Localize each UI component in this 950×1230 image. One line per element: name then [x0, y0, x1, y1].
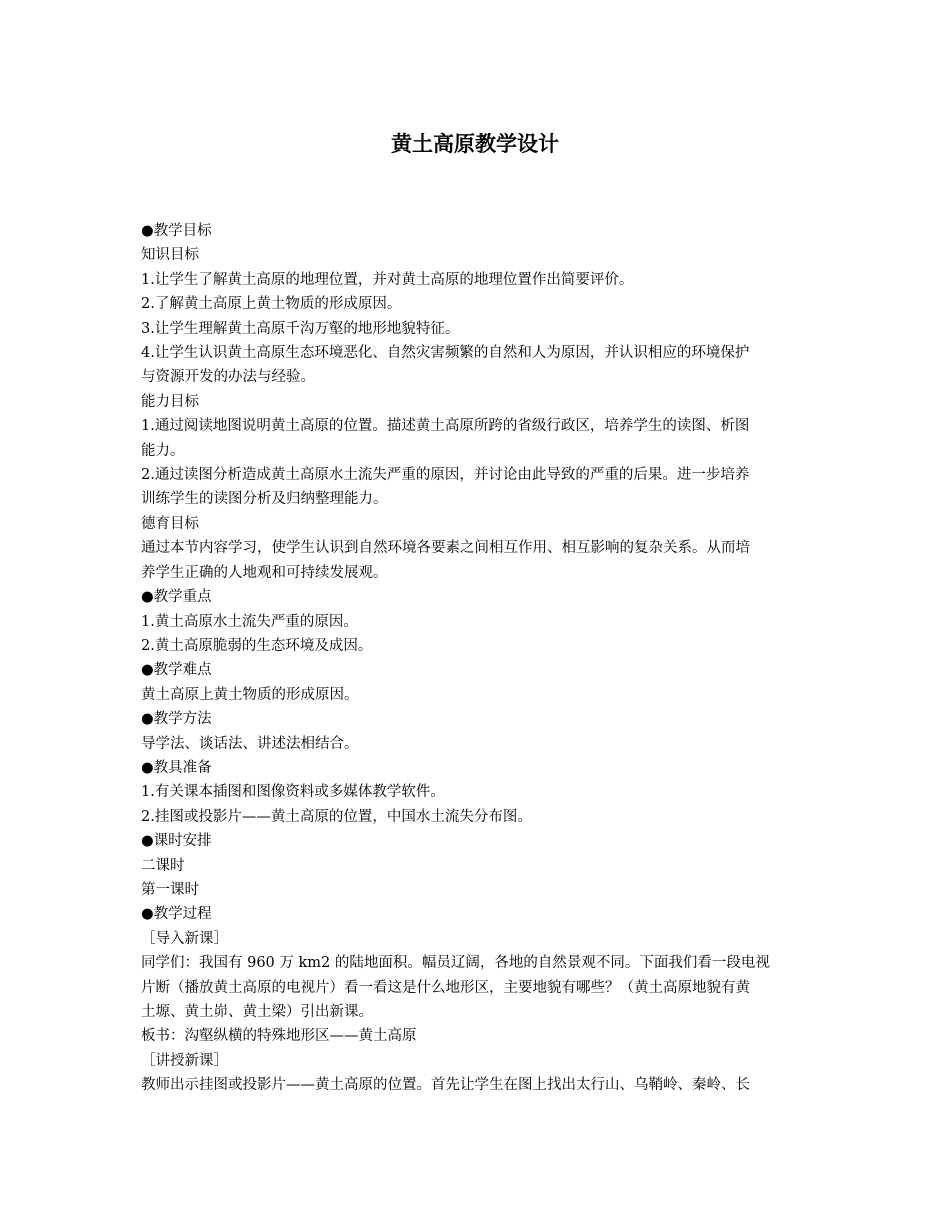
heading-class-schedule: ●课时安排: [141, 833, 212, 850]
text-line: 2.通过读图分析造成黄土高原水土流失严重的原因，并讨论由此导致的严重的后果。进一步培养: [141, 467, 750, 484]
text-line: 片断（播放黄土高原的电视片）看一看这是什么地形区，主要地貌有哪些？（黄土高原地貌有黄: [141, 979, 750, 996]
subheading-moral-objectives: 德育目标: [141, 515, 199, 532]
text-line: 4.让学生认识黄土高原生态环境恶化、自然灾害频繁的自然和人为原因，并认识相应的环境保护: [141, 345, 750, 362]
heading-teaching-objectives: ●教学目标: [141, 223, 212, 239]
section-label-new-lesson: ［讲授新课］: [141, 1052, 228, 1069]
text-line: 土塬、黄土峁、黄土梁）引出新课。: [141, 1004, 373, 1020]
text-line: 板书：沟壑纵横的特殊地形区——黄土高原: [141, 1028, 417, 1045]
section-label-intro: ［导入新课］: [141, 930, 228, 947]
text-line: 2.了解黄土高原上黄土物质的形成原因。: [141, 296, 402, 313]
text-line: 3.让学生理解黄土高原千沟万壑的地形地貌特征。: [141, 320, 460, 337]
document-title: 黄土高原教学设计: [391, 131, 559, 156]
text-line: 1.通过阅读地图说明黄土高原的位置。描述黄土高原所跨的省级行政区，培养学生的读图、析图: [141, 418, 750, 435]
heading-teaching-aids: ●教具准备: [141, 759, 212, 776]
text-line: 2.挂图或投影片——黄土高原的位置，中国水土流失分布图。: [141, 808, 532, 825]
text-line: 能力。: [141, 442, 185, 459]
text-line: 黄土高原上黄土物质的形成原因。: [141, 686, 359, 703]
heading-difficulties: ●教学难点: [141, 662, 212, 679]
text-line: 第一课时: [141, 881, 199, 898]
document-body: [141, 219, 813, 1098]
text-line: 1.让学生了解黄土高原的地理位置，并对黄土高原的地理位置作出简要评价。: [141, 271, 634, 288]
text-line: 同学们：我国有 960 万 km2 的陆地面积。幅员辽阔，各地的自然景观不同。下面我们看一段电视: [141, 955, 770, 972]
text-line: 养学生正确的人地观和可持续发展观。: [141, 564, 388, 581]
heading-teaching-methods: ●教学方法: [141, 711, 212, 728]
text-line: 导学法、谈话法、讲述法相结合。: [141, 735, 359, 752]
subheading-ability-objectives: 能力目标: [141, 393, 199, 410]
text-line: 教师出示挂图或投影片——黄土高原的位置。首先让学生在图上找出太行山、乌鞘岭、秦岭、长: [141, 1077, 750, 1094]
text-line: 二课时: [141, 857, 185, 874]
text-line: 2.黄土高原脆弱的生态环境及成因。: [141, 637, 373, 654]
subheading-knowledge-objectives: 知识目标: [141, 247, 199, 264]
text-line: 与资源开发的办法与经验。: [141, 369, 315, 386]
heading-key-points: ●教学重点: [141, 589, 212, 606]
text-line: 通过本节内容学习，使学生认识到自然环境各要素之间相互作用、相互影响的复杂关系。从而培: [141, 540, 750, 557]
text-line: 1.有关课本插图和图像资料或多媒体教学软件。: [141, 784, 445, 801]
text-line: 训练学生的读图分析及归纳整理能力。: [141, 491, 388, 508]
text-line: 1.黄土高原水土流失严重的原因。: [141, 613, 358, 630]
heading-teaching-process: ●教学过程: [141, 906, 212, 923]
